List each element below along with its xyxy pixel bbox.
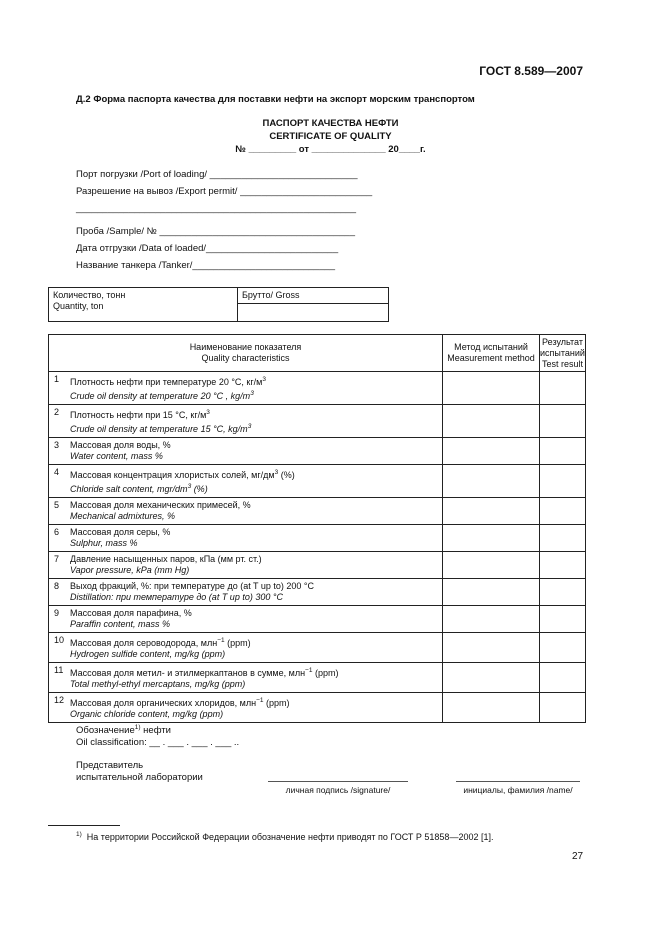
name-line — [456, 781, 580, 782]
characteristic-en-text: Crude oil density at temperature 20 °C , kg/m — [70, 391, 251, 401]
row-text — [70, 695, 290, 720]
characteristic-ru-sup: −1 — [305, 667, 313, 674]
characteristic-cell — [49, 372, 443, 405]
certificate-heading — [0, 117, 661, 156]
name-caption: инициалы, фамилия /name/ — [463, 785, 573, 795]
test-result-cell — [540, 465, 586, 498]
table-row — [49, 498, 586, 525]
standard-number: ГОСТ 8.589—2007 — [479, 64, 583, 78]
test-result-cell — [540, 525, 586, 552]
row-number: 1 — [54, 374, 60, 384]
measurement-method-cell — [443, 579, 540, 606]
gross-label-cell — [238, 288, 389, 304]
characteristic-cell — [49, 438, 443, 465]
header-test-result — [540, 335, 586, 372]
classification-label-ru — [76, 722, 239, 737]
quality-table-body — [49, 372, 586, 723]
row-number: 3 — [54, 440, 60, 450]
characteristic-ru — [70, 581, 314, 592]
characteristic-en-text: Chloride salt content, mgr/dm — [70, 484, 188, 494]
row-text — [70, 500, 251, 522]
classification-word: Обозначение — [76, 725, 135, 737]
characteristic-en — [70, 565, 262, 576]
gross-label: Брутто/ Gross — [242, 290, 300, 300]
table-row — [49, 372, 586, 405]
characteristic-ru — [70, 554, 262, 565]
footnote-text: На территории Российской Федерации обозначение нефти приводят по ГОСТ Р 51858—2002 [1]. — [86, 832, 494, 842]
classification-word-tail: нефти — [140, 725, 171, 737]
row-text — [70, 665, 338, 690]
characteristic-cell — [49, 552, 443, 579]
characteristic-en — [70, 649, 251, 660]
characteristic-ru-text: Массовая доля серы, % — [70, 527, 171, 537]
measurement-method-cell — [443, 606, 540, 633]
characteristic-en — [70, 451, 171, 462]
table-row — [49, 663, 586, 693]
signature-caption: личная подпись /signature/ — [285, 785, 391, 795]
characteristic-ru — [70, 665, 338, 679]
characteristic-ru-text: Плотность нефти при 15 °C, кг/м — [70, 410, 207, 420]
table-row — [49, 633, 586, 663]
characteristic-ru — [70, 407, 251, 421]
quality-table-header — [49, 335, 586, 372]
quantity-table — [48, 287, 389, 322]
characteristic-ru — [70, 608, 192, 619]
characteristic-cell — [49, 606, 443, 633]
table-row — [49, 552, 586, 579]
measurement-method-cell — [443, 552, 540, 579]
characteristic-en — [70, 679, 338, 690]
section-title: Д.2 Форма паспорта качества для поставки нефти на экспорт морским транспортом — [76, 94, 475, 105]
table-row — [49, 438, 586, 465]
characteristic-ru-text: Давление насыщенных паров, кПа (мм рт. ст.) — [70, 554, 262, 564]
row-text — [70, 374, 266, 402]
quantity-label-ru: Количество, тонн — [53, 290, 126, 300]
characteristic-ru-tail: (ppm) — [263, 698, 290, 708]
signature-block — [268, 781, 408, 795]
row-number: 4 — [54, 467, 60, 477]
footnote-mark: 1) — [76, 831, 82, 838]
table-row — [49, 693, 586, 723]
page-number: 27 — [572, 851, 584, 862]
characteristic-en-sup: 3 — [187, 483, 192, 490]
measurement-method-cell — [443, 498, 540, 525]
test-result-cell — [540, 552, 586, 579]
characteristic-en-text: Water content, mass % — [70, 451, 163, 461]
characteristic-en-text: Vapor pressure, kPa (mm Hg) — [70, 565, 190, 575]
measurement-method-cell — [443, 663, 540, 693]
characteristic-en — [70, 538, 170, 549]
quality-table — [48, 334, 586, 723]
characteristic-en-text: Paraffin content, mass % — [70, 619, 171, 629]
characteristic-ru-sup: 3 — [262, 376, 266, 383]
row-text — [70, 608, 192, 630]
row-text — [70, 554, 262, 576]
quantity-label-en: Quantity, ton — [53, 301, 104, 311]
representative-line2: испытательной лаборатории — [76, 772, 203, 783]
row-text — [70, 635, 251, 660]
characteristic-ru-sup: 3 — [274, 469, 279, 476]
characteristic-ru-sup: −1 — [217, 637, 225, 644]
characteristic-en-text: Distillation: при температуре до (at T up to) 300 °C — [70, 592, 283, 602]
header-quality-characteristics — [49, 335, 443, 372]
header-col3-en: Test result — [541, 358, 583, 369]
sample-number-field: Проба /Sample/ № _____________________________________ — [76, 226, 355, 237]
characteristic-cell — [49, 405, 443, 438]
characteristic-ru-text: Массовая доля сероводорода, млн — [70, 638, 218, 648]
characteristic-ru-text: Массовая доля механических примесей, % — [70, 500, 251, 510]
test-result-cell — [540, 693, 586, 723]
characteristic-ru-sup: −1 — [256, 697, 264, 704]
characteristic-cell — [49, 633, 443, 663]
certificate-title-en: CERTIFICATE OF QUALITY — [269, 131, 392, 142]
characteristic-ru-sup: 3 — [206, 409, 210, 416]
characteristic-en-text: Mechanical admixtures, % — [70, 511, 176, 521]
blank-field-line: _____________________________________________________ — [76, 203, 357, 214]
certificate-number-line: № _________ от ______________ 20____г. — [235, 144, 426, 155]
characteristic-en-text: Crude oil density at temperature 15 °C, kg/m — [70, 424, 248, 434]
characteristic-cell — [49, 579, 443, 606]
characteristic-ru-text: Массовая доля парафина, % — [70, 608, 192, 618]
row-text — [70, 527, 170, 549]
characteristic-ru — [70, 440, 171, 451]
characteristic-ru — [70, 374, 266, 388]
characteristic-ru-tail: (ppm) — [312, 668, 339, 678]
table-row — [49, 465, 586, 498]
sample-fields — [76, 223, 355, 274]
row-number: 6 — [54, 527, 60, 537]
measurement-method-cell — [443, 438, 540, 465]
characteristic-ru-tail: (%) — [278, 470, 295, 480]
row-number: 5 — [54, 500, 60, 510]
row-number: 12 — [54, 695, 65, 705]
characteristic-en-text: Organic chloride content, mg/kg (ppm) — [70, 709, 224, 719]
characteristic-ru-text: Выход фракций, %: при температуре до (at T up to) 200 °C — [70, 581, 315, 591]
characteristic-cell — [49, 525, 443, 552]
characteristic-ru-text: Плотность нефти при температуре 20 °C, кг/м — [70, 377, 263, 387]
test-result-cell — [540, 633, 586, 663]
table-row — [49, 606, 586, 633]
header-col2-ru: Метод испытаний — [454, 342, 528, 352]
row-number: 8 — [54, 581, 60, 591]
characteristic-en-sup: 3 — [250, 390, 254, 397]
characteristic-en-text: Total methyl-ethyl mercaptans, mg/kg (ppm) — [70, 679, 246, 689]
test-result-cell — [540, 606, 586, 633]
header-measurement-method — [443, 335, 540, 372]
header-col1-en: Quality characteristics — [201, 353, 290, 363]
measurement-method-cell — [443, 525, 540, 552]
characteristic-ru — [70, 527, 170, 538]
port-of-loading-field: Порт погрузки /Port of loading/ ____________________________ — [76, 169, 358, 180]
tanker-name-field: Название танкера /Tanker/___________________________ — [76, 260, 336, 271]
characteristic-ru — [70, 695, 290, 709]
characteristic-ru-text: Массовая концентрация хлористых солей, мг/дм — [70, 470, 275, 480]
characteristic-ru-tail: (ppm) — [224, 638, 251, 648]
measurement-method-cell — [443, 465, 540, 498]
measurement-method-cell — [443, 633, 540, 663]
characteristic-ru-text: Массовая доля органических хлоридов, млн — [70, 698, 257, 708]
classification-label-en: Oil classification: __ . ___ . ___ . ___ .. — [76, 737, 240, 749]
measurement-method-cell — [443, 405, 540, 438]
name-block — [456, 781, 580, 795]
characteristic-en — [70, 481, 295, 495]
quantity-label-cell — [49, 288, 238, 322]
footnote-separator — [48, 825, 120, 826]
loading-date-field: Дата отгрузки /Data of loaded/_________________________ — [76, 243, 339, 254]
representative-line1: Представитель — [76, 760, 144, 771]
characteristic-cell — [49, 498, 443, 525]
measurement-method-cell — [443, 693, 540, 723]
test-result-cell — [540, 438, 586, 465]
row-text — [70, 581, 314, 603]
header-col2-en: Measurement method — [447, 353, 535, 363]
characteristic-en-tail: (%) — [191, 484, 208, 494]
characteristic-en-text: Hydrogen sulfide content, mg/kg (ppm) — [70, 649, 226, 659]
characteristic-en — [70, 388, 266, 402]
characteristic-ru — [70, 500, 251, 511]
header-col3-ru: Результат испытаний — [540, 336, 585, 358]
row-number: 10 — [54, 635, 65, 645]
row-text — [70, 440, 171, 462]
classification-block — [76, 722, 239, 749]
table-row — [49, 405, 586, 438]
footnote — [76, 831, 493, 842]
table-row — [49, 579, 586, 606]
characteristic-en-text: Sulphur, mass % — [70, 538, 138, 548]
test-result-cell — [540, 579, 586, 606]
characteristic-cell — [49, 465, 443, 498]
row-text — [70, 467, 295, 495]
characteristic-en — [70, 709, 290, 720]
test-result-cell — [540, 372, 586, 405]
characteristic-cell — [49, 693, 443, 723]
test-result-cell — [540, 498, 586, 525]
header-col1-ru: Наименование показателя — [189, 342, 302, 352]
table-row — [49, 525, 586, 552]
test-result-cell — [540, 663, 586, 693]
row-number: 11 — [54, 665, 64, 675]
classification-footnote-mark: 1) — [134, 724, 141, 731]
measurement-method-cell — [443, 372, 540, 405]
characteristic-en — [70, 619, 192, 630]
characteristic-ru-text: Массовая доля метил- и этилмеркаптанов в сумме, млн — [70, 668, 306, 678]
characteristic-ru-text: Массовая доля воды, % — [70, 440, 171, 450]
signature-line — [268, 781, 408, 782]
characteristic-en-sup: 3 — [247, 423, 252, 430]
row-number: 9 — [54, 608, 60, 618]
characteristic-ru — [70, 635, 251, 649]
characteristic-en — [70, 592, 314, 603]
row-number: 7 — [54, 554, 60, 564]
row-text — [70, 407, 251, 435]
characteristic-en — [70, 421, 251, 435]
gross-value-cell — [238, 304, 389, 322]
test-result-cell — [540, 405, 586, 438]
export-permit-field: Разрешение на вывоз /Export permit/ _________________________ — [76, 186, 373, 197]
characteristic-en — [70, 511, 251, 522]
characteristic-cell — [49, 663, 443, 693]
representative-block — [76, 760, 203, 784]
row-number: 2 — [54, 407, 60, 417]
characteristic-ru — [70, 467, 295, 481]
shipment-fields — [76, 166, 372, 217]
certificate-title-ru: ПАСПОРТ КАЧЕСТВА НЕФТИ — [262, 118, 399, 129]
